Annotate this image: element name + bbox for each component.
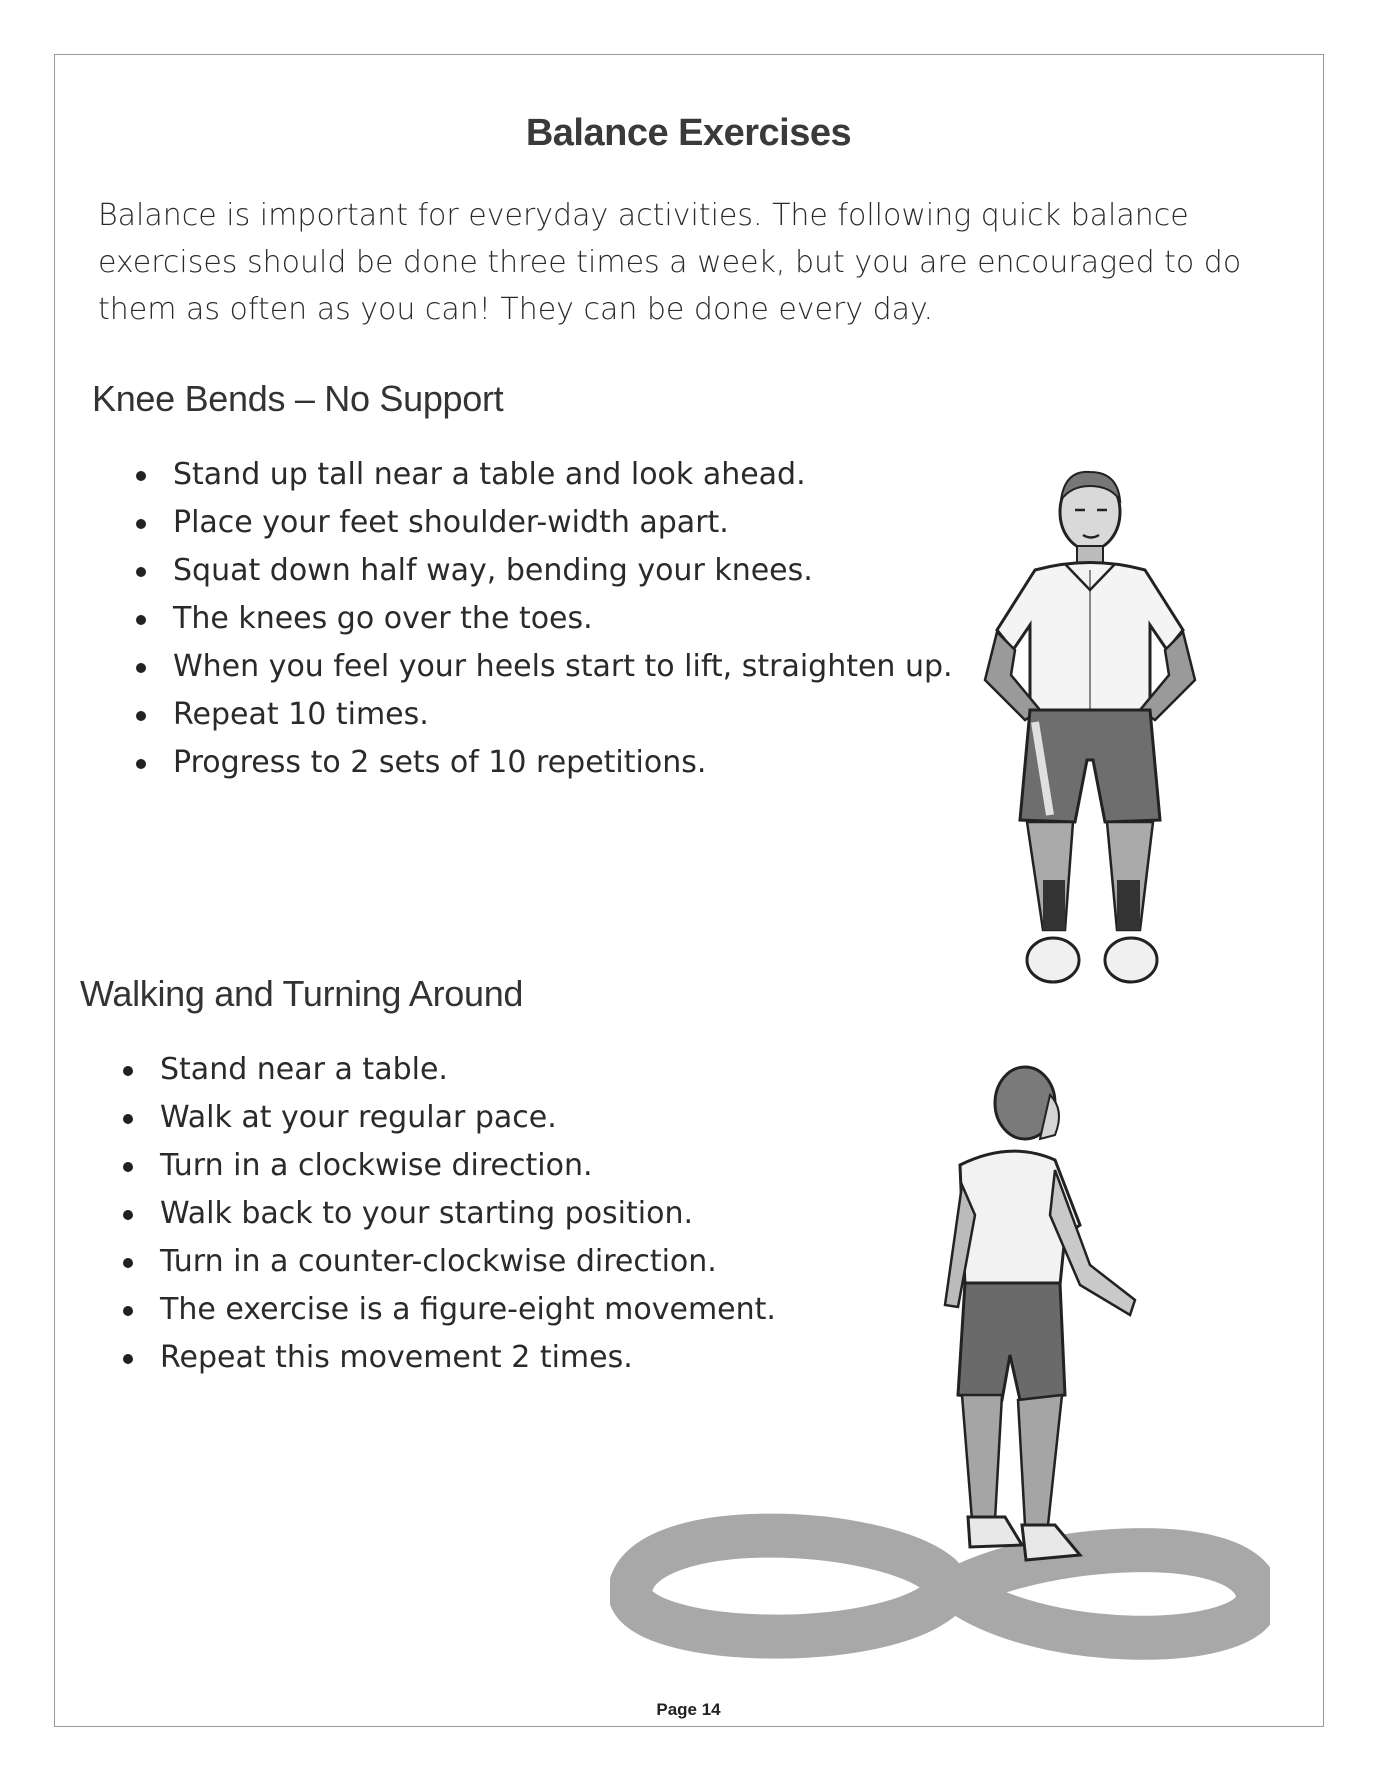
list-item: Walk at your regular pace. (123, 1094, 776, 1142)
section-heading-knee-bends: Knee Bends – No Support (92, 378, 504, 419)
list-item: Turn in a counter-clockwise direction. (123, 1238, 776, 1286)
list-item: Walk back to your starting position. (123, 1190, 776, 1238)
knee-bends-list (136, 451, 953, 787)
page-number: Page 14 (656, 1700, 721, 1719)
list-item: When you feel your heels start to lift, straighten up. (136, 643, 953, 691)
standing-man-illustration (945, 460, 1235, 1030)
intro-paragraph: Balance is important for everyday activities. The following quick balance exercises should be done three times a week, but you are encouraged to do them as often as you can! They can be done every day. (98, 198, 1242, 327)
list-item: Place your feet shoulder-width apart. (136, 499, 953, 547)
page-title: Balance Exercises (525, 112, 852, 154)
list-item: Stand up tall near a table and look ahead. (136, 451, 953, 499)
list-item: Squat down half way, bending your knees. (136, 547, 953, 595)
figure-eight-path-icon (630, 1536, 1258, 1638)
list-item: Stand near a table. (123, 1046, 776, 1094)
list-item: The exercise is a figure-eight movement. (123, 1286, 776, 1334)
section-heading-walking: Walking and Turning Around (80, 973, 524, 1014)
walking-man-illustration (610, 1055, 1270, 1665)
list-item: Repeat 10 times. (136, 691, 953, 739)
list-item: Repeat this movement 2 times. (123, 1334, 776, 1382)
list-item: Progress to 2 sets of 10 repetitions. (136, 739, 953, 787)
list-item: The knees go over the toes. (136, 595, 953, 643)
list-item: Turn in a clockwise direction. (123, 1142, 776, 1190)
